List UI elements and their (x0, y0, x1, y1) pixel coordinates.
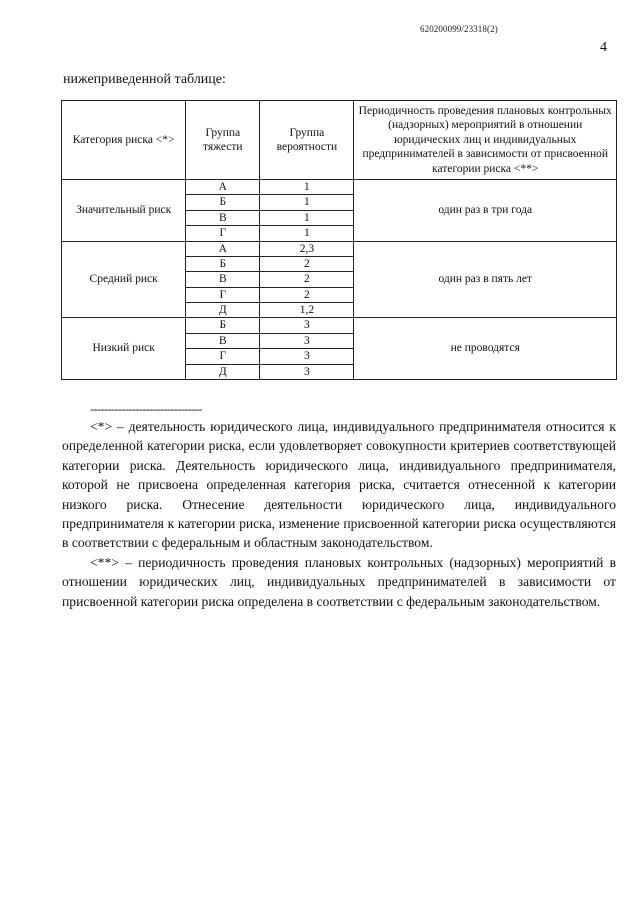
severity-cell: Г (186, 226, 260, 241)
severity-cell: В (186, 272, 260, 287)
probability-cell: 3 (260, 364, 354, 379)
page-number: 4 (600, 40, 607, 55)
periodicity-cell: не проводятся (354, 318, 617, 380)
category-cell: Низкий риск (62, 318, 186, 380)
probability-cell: 2,3 (260, 241, 354, 256)
intro-text: нижеприведенной таблице: (63, 72, 226, 87)
severity-cell: Г (186, 349, 260, 364)
severity-cell: Б (186, 256, 260, 271)
periodicity-cell: один раз в пять лет (354, 241, 617, 318)
severity-cell: Д (186, 303, 260, 318)
severity-cell: А (186, 241, 260, 256)
header-severity: Группа тяжести (186, 101, 260, 180)
footnote-separator: -------------------------------- (90, 402, 202, 416)
severity-cell: Б (186, 195, 260, 210)
document-number: 620200099/23318(2) (420, 24, 498, 34)
footnotes (62, 417, 616, 611)
probability-cell: 2 (260, 272, 354, 287)
risk-table (61, 100, 617, 380)
probability-cell: 3 (260, 333, 354, 348)
table-row (62, 180, 617, 195)
category-cell: Значительный риск (62, 180, 186, 242)
probability-cell: 1 (260, 180, 354, 195)
probability-cell: 3 (260, 349, 354, 364)
probability-cell: 1,2 (260, 303, 354, 318)
severity-cell: В (186, 210, 260, 225)
table-header-row (62, 101, 617, 180)
category-cell: Средний риск (62, 241, 186, 318)
severity-cell: Б (186, 318, 260, 333)
severity-cell: Д (186, 364, 260, 379)
table-row (62, 241, 617, 256)
probability-cell: 3 (260, 318, 354, 333)
header-periodicity: Периодичность проведения плановых контрольных (надзорных) мероприятий в отношении юридических лиц и индивидуальных предпринимателей в зависимости от присвоенной категории риска <**> (354, 101, 617, 180)
severity-cell: В (186, 333, 260, 348)
periodicity-cell: один раз в три года (354, 180, 617, 242)
severity-cell: Г (186, 287, 260, 302)
probability-cell: 2 (260, 287, 354, 302)
probability-cell: 1 (260, 210, 354, 225)
severity-cell: А (186, 180, 260, 195)
probability-cell: 2 (260, 256, 354, 271)
footnote-1: <*> – деятельность юридического лица, индивидуального предпринимателя относится к определенной категории риска, если удовлетворяет совокупности критериев соответствующей категории риска. Деятельность юридического лица, индивидуального предпринимателя, которой не присвоена определенная категория риска, считается отнесенной к категории низкого риска. Отнесение деятельности юридического лица, индивидуального предпринимателя к категории риска, изменение присвоенной категории риска осуществляются в соответствии с федеральным и областным законодательством. (62, 419, 616, 551)
probability-cell: 1 (260, 226, 354, 241)
header-probability: Группа вероятности (260, 101, 354, 180)
probability-cell: 1 (260, 195, 354, 210)
footnote-2: <**> – периодичность проведения плановых контрольных (надзорных) мероприятий в отношении юридических лиц, индивидуальных предпринимателей в зависимости от присвоенной категории риска определена в соответствии с федеральным законодательством. (62, 554, 616, 609)
table-row (62, 318, 617, 333)
header-category: Категория риска <*> (62, 101, 186, 180)
